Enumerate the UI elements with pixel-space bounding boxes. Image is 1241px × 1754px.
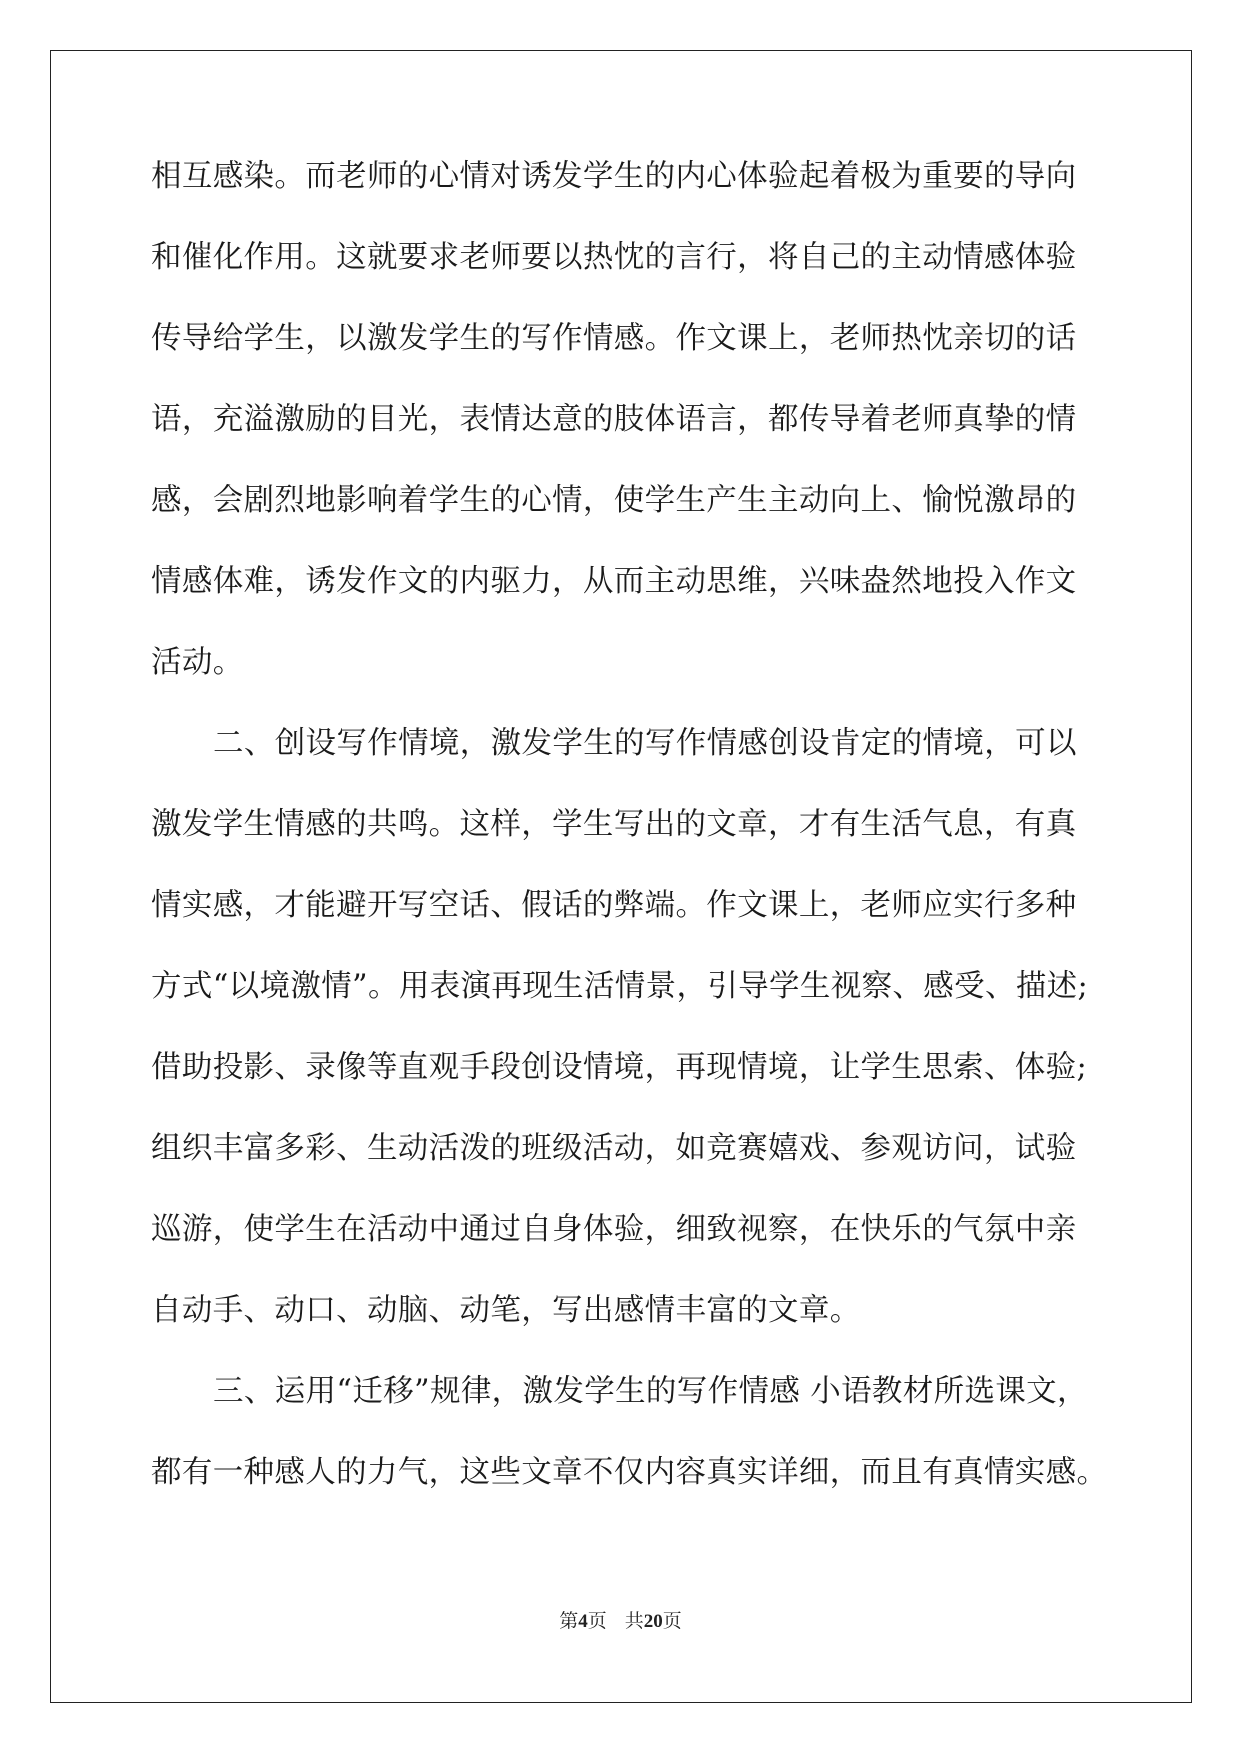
text-line: 组织丰富多彩、生动活泼的班级活动，如竞赛嬉戏、参观访问，试验	[151, 1131, 1077, 1166]
page-suffix: 页	[587, 1611, 607, 1632]
total-prefix: 共	[624, 1611, 644, 1632]
paragraph	[151, 727, 1111, 1375]
text-line: 激发学生情感的共鸣。这样，学生写出的文章，才有生活气息，有真	[151, 807, 1077, 842]
text-line: 情实感，才能避开写空话、假话的弊端。作文课上，老师应实行多种	[151, 888, 1077, 923]
text-line: 都有一种感人的力气，这些文章不仅内容真实详细，而且有真情实感。	[151, 1455, 1108, 1490]
text-line: 二、创设写作情境，激发学生的写作情感创设肯定的情境，可以	[213, 726, 1077, 761]
text-line: 感，会剧烈地影响着学生的心情，使学生产生主动向上、愉悦激昂的	[151, 483, 1077, 518]
text-line: 相互感染。而老师的心情对诱发学生的内心体验起着极为重要的导向	[151, 159, 1077, 194]
page-number: 4	[578, 1611, 588, 1632]
text-line: 情感体难，诱发作文的内驱力，从而主动思维，兴味盎然地投入作文	[151, 564, 1077, 599]
paragraph	[151, 160, 1111, 727]
text-line: 语，充溢激励的目光，表情达意的肢体语言，都传导着老师真挚的情	[151, 402, 1077, 437]
text-line: 巡游，使学生在活动中通过自身体验，细致视察，在快乐的气氛中亲	[151, 1212, 1077, 1247]
text-line: 传导给学生，以激发学生的写作情感。作文课上，老师热忱亲切的话	[151, 321, 1077, 356]
total-pages: 20	[643, 1611, 663, 1632]
page-footer	[0, 1606, 1241, 1633]
paragraph	[151, 1375, 1111, 1537]
total-suffix: 页	[662, 1611, 682, 1632]
page-prefix: 第	[559, 1611, 579, 1632]
text-line: 方式“以境激情”。用表演再现生活情景，引导学生视察、感受、描述;	[151, 969, 1089, 1004]
text-line: 活动。	[151, 645, 244, 680]
text-line: 和催化作用。这就要求老师要以热忱的言行，将自己的主动情感体验	[151, 240, 1077, 275]
text-line: 三、运用“迁移”规律，激发学生的写作情感 小语教材所选课文，	[213, 1374, 1088, 1409]
document-body	[151, 160, 1111, 1537]
text-line: 自动手、动口、动脑、动笔，写出感情丰富的文章。	[151, 1293, 861, 1328]
text-line: 借助投影、录像等直观手段创设情境，再现情境，让学生思索、体验;	[151, 1050, 1088, 1085]
